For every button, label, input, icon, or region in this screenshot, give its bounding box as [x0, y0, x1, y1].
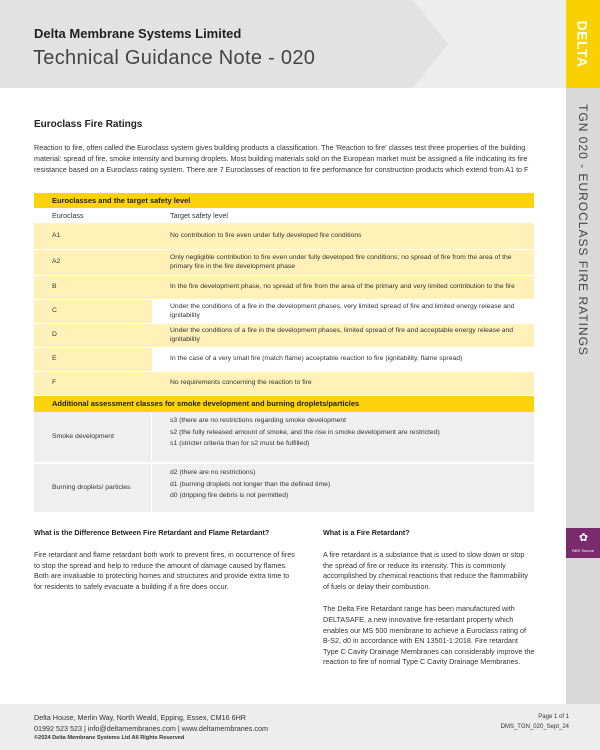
- column-header-safety: Target safety level: [170, 211, 228, 220]
- smoke-class-s2: s2 (the fully released amount of smoke, and the rise in smoke development are restricted): [170, 428, 440, 436]
- table-row: [34, 276, 534, 300]
- footer-copyright: ©2024 Delta Membrane Systems Ltd All Rights Reserved: [34, 735, 185, 741]
- smoke-label: Smoke development: [34, 412, 152, 462]
- euroclass-cell: D: [34, 324, 152, 347]
- droplet-class-d1: d1 (burning droplets not longer than the defined time): [170, 480, 331, 488]
- left-body: Fire retardant and flame retardant both work to prevent fires, in occurrence of fires to stop the spread and help to reduce the amount of damage caused by flames. Both are invaluable to protecting homes and structures and provide extra time to for residents to safely evacuate a building if a fire does occur.: [34, 550, 295, 591]
- right-column: [323, 528, 535, 668]
- document-reference: DMS_TGN_020_Sept_24: [500, 724, 569, 730]
- table-row-droplets: [34, 464, 534, 514]
- table-row-smoke: [34, 412, 534, 464]
- safety-cell: Only negligible contribution to fire even under fully developed fire conditions; no spread of fire from the area of the primary fire in the fire development phase: [170, 251, 534, 274]
- table-row: [34, 250, 534, 276]
- droplet-class-d0: d0 (dripping fire debris is not permitted): [170, 492, 289, 500]
- euroclass-table: [34, 193, 534, 514]
- euroclass-cell: B: [34, 276, 152, 299]
- right-body-2: The Delta Fire Retardant range has been manufactured with DELTASAFE, a new innovative fire-retardant property which enables our MS 500 membrane to achieve a Euroclass rating of B-S2, d0 in accordance with EN 13501-1:2018. Fire retardant Type C Cavity Drainage Membranes can considerably improve the reaction to fire of normal Type C Cavity Drainage Membranes.: [323, 604, 535, 667]
- euroclass-cell: A1: [34, 224, 152, 249]
- safety-cell: No contribution to fire even under fully developed fire conditions: [170, 229, 534, 244]
- badge-label: NBS Source: [571, 548, 594, 553]
- droplets-label: Burning droplets/ particles: [34, 464, 152, 512]
- table-row: [34, 224, 534, 250]
- safety-cell: In the case of a very small fire (match flame) acceptable reaction to fire (ignitability, flame spread): [170, 352, 534, 367]
- left-column: [34, 528, 296, 592]
- euroclass-cell: F: [34, 372, 152, 395]
- euroclass-cell: C: [34, 300, 152, 323]
- droplet-classes: [170, 464, 534, 512]
- smoke-class-s3: s3 (there are no restrictions regarding smoke development: [170, 417, 347, 424]
- footer-contact: 01992 523 523 | info@deltamembranes.com | www.deltamembranes.com: [34, 724, 268, 733]
- left-heading: What is the Difference Between Fire Retardant and Flame Retardant?: [34, 528, 270, 537]
- footer-address: Delta House, Merlin Way, North Weald, Epping, Essex, CM16 6HR: [34, 713, 246, 722]
- right-heading: What is a Fire Retardant?: [323, 528, 410, 537]
- side-label: [566, 104, 600, 356]
- euroclass-cell: E: [34, 348, 152, 371]
- section-heading: Euroclass Fire Ratings: [34, 119, 143, 130]
- nbs-flower-icon: ✿: [578, 532, 589, 544]
- table-column-headers: [34, 208, 534, 224]
- right-body-1: A fire retardant is a substance that is used to slow down or stop the spread of fire or reduce its intensity. This is commonly accomplished by chemical reactions that reduce the flammability of fuels or delay their combustion.: [323, 550, 528, 591]
- brand-logo: [566, 0, 600, 88]
- table-row: [34, 348, 534, 372]
- intro-paragraph: Reaction to fire, often called the Euroclass system gives building products a classification. The 'Reaction to fire' classes test three properties of the building material: spread of fire, smoke intensity and burning droplets. Most building materials sold on the European market must be assigned a file indicating its fire resistance based on a Euroclass rating system. There are 7 Euroclasses of reaction to fire performance for construction products which extend from A1 to F: [34, 143, 529, 175]
- table-row: [34, 372, 534, 396]
- footer: [0, 704, 600, 750]
- document-title: Technical Guidance Note - 020: [33, 47, 316, 69]
- safety-cell: No requirements concerning the reaction to fire: [170, 376, 534, 391]
- company-name: Delta Membrane Systems Limited: [34, 26, 242, 41]
- euroclass-cell: A2: [34, 250, 152, 275]
- table-row: [34, 324, 534, 348]
- column-header-euroclass: Euroclass: [52, 211, 84, 220]
- page-number: Page 1 of 1: [538, 714, 569, 720]
- nbs-source-badge: [566, 528, 600, 558]
- additional-classes-title: Additional assessment classes for smoke development and burning droplets/particles: [34, 396, 534, 412]
- smoke-class-s1: s1 (stricter criteria than for s2 must be fulfilled): [170, 440, 310, 448]
- smoke-classes: [170, 412, 534, 462]
- brand-logo-text: DELTA: [575, 20, 591, 68]
- header-chevron: [0, 0, 448, 88]
- safety-cell: Under the conditions of a fire in the development phases, limited spread of fire and acceptable energy release and ignitability: [170, 324, 534, 347]
- droplet-class-d2: d2 (there are no restrictions): [170, 469, 256, 476]
- side-label-text: TGN 020 - EUROCLASS FIRE RATINGS: [576, 104, 591, 356]
- table-row: [34, 300, 534, 324]
- safety-cell: Under the conditions of a fire in the development phases, very limited spread of fire and limited energy release and ignitability: [170, 300, 534, 323]
- safety-cell: In the fire development phase, no spread of fire from the area of the primary and very limited contribution to the fire: [170, 280, 534, 295]
- table-title: Euroclasses and the target safety level: [34, 193, 534, 208]
